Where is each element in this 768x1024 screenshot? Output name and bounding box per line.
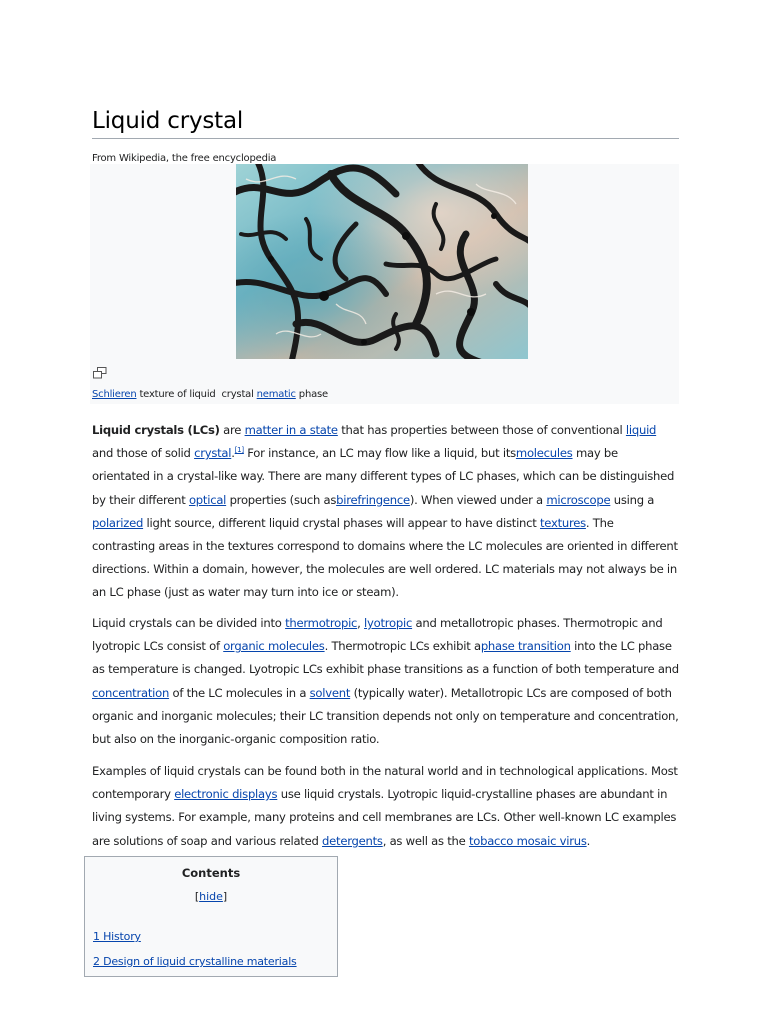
link-molecules[interactable]: molecules <box>515 446 573 461</box>
link-polarized[interactable]: polarized <box>92 515 144 530</box>
intro-paragraph-1: Liquid crystals (LCs) are matter in a state that has properties between those of conventional liquid and those of solid crystal.[1] For instance, an LC may flow like a liquid, but itsmolecules may be orientated in a crystal-like way. There are many different types of LC phases, which can be distinguished by their different optical properties (such asbirefringence). When viewed under a microscope using a polarized light source, different liquid crystal phases will appear to have distinct textures. The contrasting areas in the textures correspond to domains where the LC molecules are oriented in different directions. Within a domain, however, the molecules are well ordered. LC materials may not always be in an LC phase (just as water may turn into ice or steam). <box>92 423 678 600</box>
toc-hide-link[interactable]: hide <box>199 890 223 903</box>
nematic-link[interactable]: nematic <box>256 389 296 400</box>
lead-term: Liquid crystals (LCs) <box>92 423 220 437</box>
table-of-contents <box>84 856 338 977</box>
schlieren-texture-image[interactable] <box>236 164 528 359</box>
link-thermotropic[interactable]: thermotropic <box>285 616 358 630</box>
figure-caption: Schlieren texture of liquid crystal nematic phase <box>92 389 328 400</box>
link-birefringence[interactable]: birefringence <box>336 492 410 507</box>
link-optical[interactable]: optical <box>188 492 227 507</box>
link-textures[interactable]: textures <box>540 515 586 530</box>
link-solvent[interactable]: solvent <box>309 685 351 700</box>
magnify-clip-icon[interactable] <box>93 367 107 379</box>
site-tagline: From Wikipedia, the free encyclopedia <box>92 153 277 164</box>
figure-thumbnail <box>90 164 679 404</box>
link-crystal[interactable]: crystal <box>194 446 232 461</box>
link-detergents[interactable]: detergents <box>322 833 383 848</box>
link-tobacco-mosaic-virus[interactable]: tobacco mosaic virus <box>468 833 587 848</box>
link-organic-molecules[interactable]: organic molecules <box>223 639 325 654</box>
link-concentration[interactable]: concentration <box>92 685 170 700</box>
toc-item-design[interactable]: 2 Design of liquid crystalline materials <box>93 955 297 968</box>
link-electronic-displays[interactable]: electronic displays <box>174 787 278 802</box>
link-phase-transition[interactable]: phase transition <box>480 639 571 654</box>
schlieren-link[interactable]: Schlieren <box>92 389 137 400</box>
intro-paragraph-3: Examples of liquid crystals can be found both in the natural world and in technological applications. Most contemporary electronic displays use liquid crystals. Lyotropic liquid-crystalline phases are abundant in living systems. For example, many proteins and cell membranes are LCs. Other well-known LC examples are solutions of soap and various related detergents, as well as the tobacco mosaic virus. <box>92 764 678 848</box>
link-lyotropic[interactable]: lyotropic <box>364 616 413 630</box>
reference-1[interactable]: [1] <box>234 446 244 455</box>
page-title: Liquid crystal <box>92 108 244 134</box>
toc-item-history[interactable]: 1 History <box>93 930 141 943</box>
title-divider <box>92 138 679 139</box>
link-microscope[interactable]: microscope <box>546 492 611 507</box>
toc-toggle: [hide] <box>194 890 228 903</box>
intro-paragraph-2: Liquid crystals can be divided into thermotropic, lyotropic and metallotropic phases. Thermotropic and lyotropic LCs consist of organic molecules. Thermotropic LCs exhibit aphase transition into the LC phase as temperature is changed. Lyotropic LCs exhibit phase transitions as a function of both temperature and concentration of the LC molecules in a solvent (typically water). Metallotropic LCs are composed of both organic and inorganic molecules; their LC transition depends not only on temperature and concentration, but also on the inorganic-organic composition ratio. <box>92 616 679 747</box>
link-liquid[interactable]: liquid <box>625 423 657 437</box>
toc-title: Contents <box>181 866 241 880</box>
link-matter-state[interactable]: matter in a state <box>244 423 338 437</box>
